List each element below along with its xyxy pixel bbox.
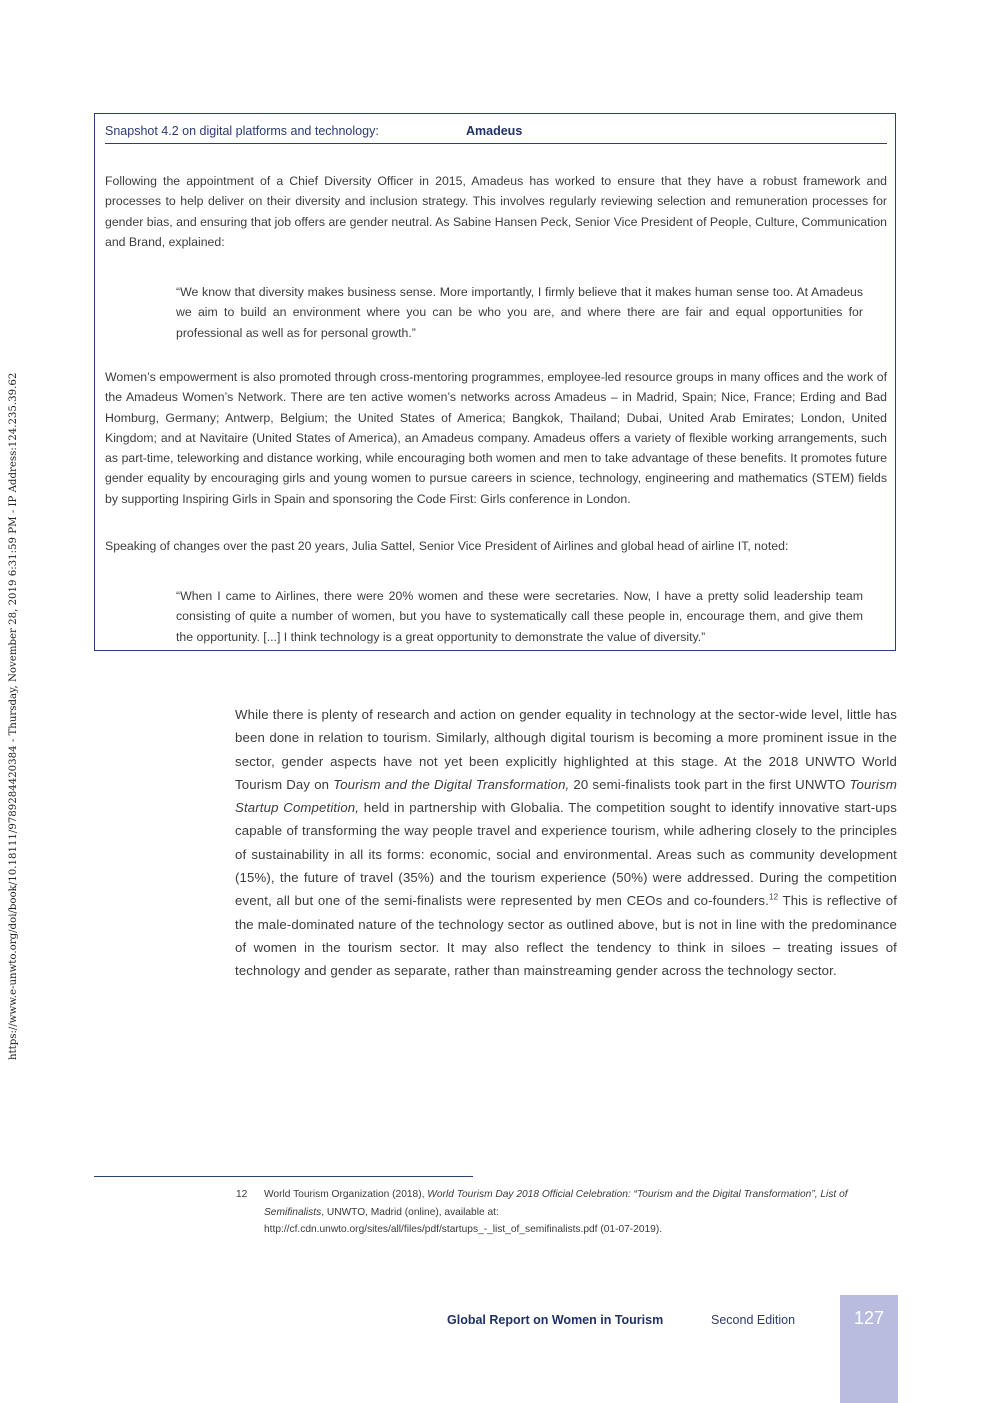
side-watermark: https://www.e-unwto.org/doi/book/10.18111/9789284420384 - Thursday, November 28, 2019 6:31:59 PM - IP Address:124.235.39.62 (8, 372, 19, 1060)
snapshot-subject: Amadeus (466, 124, 523, 138)
page-number-tab (840, 1295, 898, 1403)
body-italic-event: Tourism and the Digital Transformation, (333, 776, 570, 792)
snapshot-quote-hansen-peck: “We know that diversity makes business sense. More importantly, I firmly believe that it makes human sense too. At Amadeus we aim to build an environment where you can be who you are, and where there are fair and equal opportunities for professional as well as for personal growth.” (176, 285, 863, 340)
body-text: held in partnership with Globalia. The competition sought to identify innovative start-ups capable of transforming the way people travel and experience tourism, while adhering closely to the principles of sustainability in all its forms: economic, social and environmental. Areas such as community development (15%), the future of travel (35%) and the tourism experience (50%) were addressed. During the competition event, all but one of the semi-finalists were represented by men CEOs and co-founders. (235, 800, 897, 909)
snapshot-quote-sattel: “When I came to Airlines, there were 20% women and these were secretaries. Now, I have a pretty solid leadership team consisting of quite a number of women, but you have to systematically call these people in, encourage them, and give them the opportunity. [...] I think technology is a great opportunity to demonstrate the value of diversity.” (176, 589, 863, 644)
page-number: 127 (853, 1308, 885, 1328)
snapshot-label: Snapshot 4.2 on digital platforms and technology: (105, 124, 379, 138)
snapshot-paragraph-intro: Following the appointment of a Chief Diversity Officer in 2015, Amadeus has worked to ensure that they have a robust framework and processes to help deliver on their diversity and inclusion strategy. This involves regularly reviewing selection and remuneration processes for gender bias, and ensuring that job offers are gender neutral. As Sabine Hansen Peck, Senior Vice President of People, Culture, Communication and Brand, explained: (105, 174, 887, 249)
footnote-text (264, 1186, 896, 1239)
footnote-number: 12 (236, 1189, 248, 1200)
body-text: While there is plenty of research and action on gender equality in technology at the sector-wide level, little has been done in relation to tourism. Similarly, although digital tourism is becoming a more prominent issue in the sector, gender aspects have not yet been explicitly highlighted at this stage. At the 2018 UNWTO World Tourism Day on (235, 707, 897, 792)
body-text: 20 semi-finalists took part in the first UNWTO (569, 776, 850, 792)
footnote-publisher: , UNWTO, Madrid (online), available at: (321, 1206, 499, 1218)
footnote-divider (94, 1176, 473, 1177)
snapshot-paragraph-sattel-intro: Speaking of changes over the past 20 years, Julia Sattel, Senior Vice President of Airlines and global head of airline IT, noted: (105, 539, 789, 553)
body-italic-competition: Tourism Startup Competition, (235, 776, 897, 816)
body-text: This is reflective of the male-dominated nature of the technology sector as outlined above, but is not in line with the predominance of women in the tourism sector. It may also reflect the tendency to think in siloes – treating issues of technology and gender as separate, rather than mainstreaming gender across the technology sector. (235, 893, 898, 979)
footer-edition: Second Edition (711, 1313, 796, 1327)
snapshot-paragraph-empowerment: Women’s empowerment is also promoted through cross-mentoring programmes, employee-led resource groups in many offices and the work of the Amadeus Women’s Network. There are ten active women’s networks across Amadeus – in Madrid, Spain; Nice, France; Erding and Bad Homburg, Germany; Antwerp, Belgium; the United States of America; Bangkok, Thailand; Dubai, United Arab Emirates; London, United Kingdom; and at Navitaire (United States of America), an Amadeus company. Amadeus offers a variety of flexible working arrangements, such as part-time, teleworking and distance working, while encouraging both women and men to take advantage of these benefits. It promotes future gender equality by encouraging girls and young women to pursue careers in science, technology, engineering and mathematics (STEM) fields by supporting Inspiring Girls in Spain and sponsoring the Code First: Girls conference in London. (105, 370, 887, 506)
footnote-reference[interactable]: 12 (768, 892, 779, 902)
body-paragraph (235, 703, 897, 983)
snapshot-header (105, 122, 887, 144)
footnote-title-italic: World Tourism Day 2018 Official Celebration: “Tourism and the Digital Transformation”, List of Semifinalists (264, 1189, 848, 1218)
footnote-url[interactable]: http://cf.cdn.unwto.org/sites/all/files/pdf/startups_-_list_of_semifinalists.pdf (01-07-2019). (264, 1224, 663, 1235)
snapshot-box (94, 113, 896, 651)
footnote-citation: World Tourism Organization (2018), (264, 1189, 428, 1200)
footer-report-title: Global Report on Women in Tourism (447, 1313, 664, 1327)
